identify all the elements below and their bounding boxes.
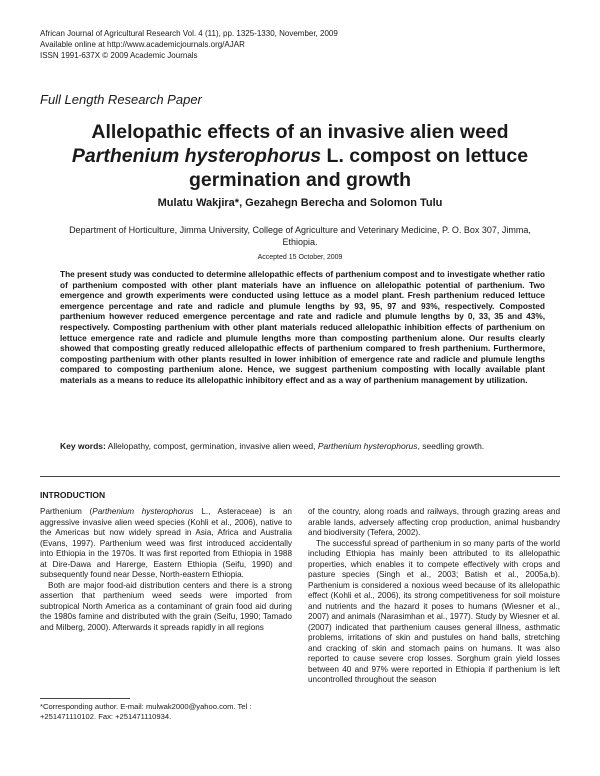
keywords [60,441,545,452]
affiliation: Department of Horticulture, Jimma University, College of Agriculture and Veterinary Medicine, P. O. Box 307, Jimma, Ethiopia. [69,225,531,247]
column-right [308,507,560,686]
journal-issn: ISSN 1991-637X © 2009 Academic Journals [40,51,198,60]
title-line-3: germination and growth [188,169,412,191]
paper-type: Full Length Research Paper [40,92,202,107]
intro-paragraph-1 [40,507,292,581]
intro-paragraph-4: The successful spread of parthenium in so many parts of the world including Ethiopia has mainly been attributed to its allelopathic properties, which enables it to compete effectively with crops and pasture species (Singh et al., 2003; Batish et al., 2005a,b). Parthenium is considered a noxious weed because of its allelopathic effect (Kohli et al., 2006), its strong competitiveness for soil moisture and nutrients and the hazard it poses to humans (Wiesner et al., 2007) and animals (Narasimhan et al., 1977). Study by Wiesner et al. (2007) indicated that parthenium causes general illness, asthmatic problems, irritations of skin and pustules on hand balls, stretching and cracking of skin and stomach pains on humans. It was also reported to cause severe crop losses. Sorghum grain yield losses between 40 and 97% were reported in Ethiopia if parthenium is left uncontrolled throughout the season [308,538,560,684]
title-species: Parthenium hysterophorus [71,145,322,167]
journal-url[interactable]: Available online at http://www.academicjournals.org/AJAR [40,40,245,49]
keywords-label: Key words: [60,441,106,451]
section-divider [40,476,560,477]
authors: Mulatu Wakjira*, Gezahegn Berecha and Solomon Tulu [157,197,443,209]
intro-paragraph-2: Both are major food-aid distribution centers and there is a strong assertion that parthenium weed seeds were imported from subtropical North America as a contaminant of grain food aid during the 1980s famine and distributed with the grain (Seifu, 1990; Tamado and Milberg, 2000). Afterwards it spreads rapidly in all regions [40,580,292,632]
keywords-end: , seedling growth. [417,441,485,451]
intro-p1-a: Parthenium ( [40,507,93,516]
accepted-date: Accepted 15 October, 2009 [257,254,343,261]
abstract: The present study was conducted to determine allelopathic effects of parthenium compost and to investigate whether ratio of parthenium composted with other plant materials have an influence on allelopathic potential of parthenium. Two emergence and growth experiments were conducted using lettuce as a model plant. Fresh parthenium reduced lettuce emergence percentage and rate and radicle and plumule lengths by 93, 95, 97 and 93%, respectively. Composted parthenium however reduced emergence percentage and rate and radicle and plumule lengths by 0, 33, 35 and 43%, respectively. Composting parthenium with other plant materials reduced allelopathic inhibition effects of parthenium on lettuce emergence rate and radicle and plumule lengths more than composting parthenium alone. Our results clearly showed that composting greatly reduced allelopathic effects of parthenium compared to fresh parthenium. Furthermore, composting parthenium with other plants resulted in lower inhibition of emergence rate and radicle and plumule lengths compared to composting parthenium alone. Hence, we suggest parthenium composting with locally available plant materials as a means to reduce its allelopathic inhibitory effect and as a way of parthenium management by utilization. [60,269,545,385]
corresponding-author-footnote: *Corresponding author. E-mail: mulwak2000@yahoo.com. Tel : +251471110102. Fax: +251471110934. [40,702,252,721]
intro-p1-species: Parthenium hysterophorus [92,507,194,516]
journal-header [40,28,338,61]
paper-title [40,120,560,192]
title-line-1: Allelopathic effects of an invasive alien weed [91,121,509,143]
column-left [40,507,292,633]
title-line-2 [40,144,560,168]
intro-paragraph-3: of the country, along roads and railways, through grazing areas and arable lands, adversely affecting crop production, animal husbandry and biodiversity (Tefera, 2002). [308,507,560,537]
title-line-2-rest: L. compost on lettuce [321,145,529,167]
footnote-divider [40,698,130,699]
keywords-text: Allelopathy, compost, germination, invasive alien weed, [105,441,318,451]
intro-p1-b: L., Asteraceae) is an aggressive invasive alien weed species (Kohli et al., 2006), native to the Americas but now widely spread in Asia, Africa and Australia (Evans, 1997). Parthenium weed was first introduced accidentally into Ethiopia in the 1970s. It was first reported from Ethiopia in 1988 at Dire-Dawa and Harerge, Eastern Ethiopia (Seifu, 1990) and subsequently found near Desse, North-eastern Ethiopia. [40,507,292,579]
journal-citation: African Journal of Agricultural Research Vol. 4 (11), pp. 1325-1330, November, 2009 [40,29,338,38]
keywords-species: Parthenium hysterophorus [317,441,418,451]
section-heading-introduction: INTRODUCTION [40,490,106,500]
